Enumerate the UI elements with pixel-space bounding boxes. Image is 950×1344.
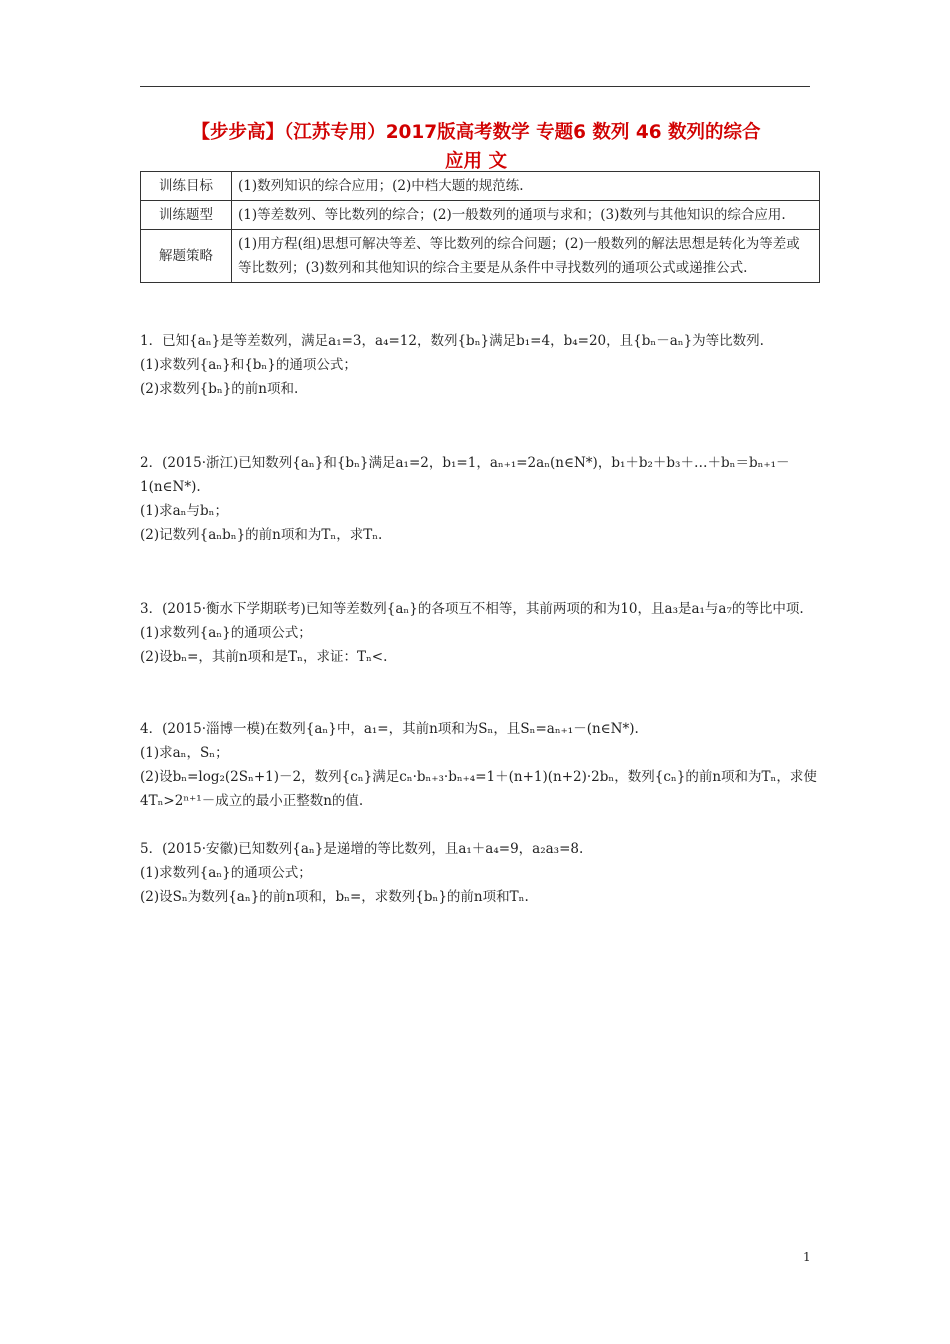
- problem-part: (2)求数列{bₙ}的前n项和.: [140, 381, 299, 397]
- table-row: [141, 201, 820, 230]
- document-title: [140, 118, 812, 176]
- row-value: (1)数列知识的综合应用；(2)中档大题的规范练.: [232, 172, 820, 201]
- row-key: 训练题型: [141, 201, 232, 230]
- problem-5: [140, 837, 820, 909]
- problem-part: (1)求aₙ与bₙ；: [140, 503, 228, 519]
- problem-part: (1)求数列{aₙ}的通项公式；: [140, 625, 312, 641]
- problem-stem: 4．(2015·淄博一模)在数列{aₙ}中，a₁=，其前n项和为Sₙ，且Sₙ=aₙ₊₁－(n∈N*).: [140, 721, 639, 737]
- title-line-2: 应用 文: [445, 151, 507, 172]
- row-key: 训练目标: [141, 172, 232, 201]
- problem-part: (2)设bₙ=log₂(2Sₙ+1)－2，数列{cₙ}满足cₙ·bₙ₊₃·bₙ₊₄=1＋(n+1)(n+2)·2bₙ，数列{cₙ}的前n项和为Tₙ，求使4Tₙ>2ⁿ⁺¹－成立的最小正整数n的值.: [140, 769, 817, 809]
- title-line-1: 【步步高】（江苏专用）2017版高考数学 专题6 数列 46 数列的综合: [191, 122, 761, 143]
- table-row: [141, 172, 820, 201]
- problem-4: [140, 717, 820, 813]
- problem-3: [140, 597, 820, 669]
- problem-2: [140, 451, 820, 547]
- header-rule: [140, 86, 810, 87]
- problem-stem: 3．(2015·衡水下学期联考)已知等差数列{aₙ}的各项互不相等，其前两项的和为10，且a₃是a₁与a₇的等比中项.: [140, 601, 804, 617]
- problem-part: (1)求数列{aₙ}的通项公式；: [140, 865, 312, 881]
- problem-list: [140, 329, 820, 909]
- problem-stem: 1．已知{aₙ}是等差数列，满足a₁=3，a₄=12，数列{bₙ}满足b₁=4，b₄=20，且{bₙ－aₙ}为等比数列.: [140, 333, 764, 349]
- problem-part: (2)记数列{aₙbₙ}的前n项和为Tₙ，求Tₙ.: [140, 527, 383, 543]
- problem-stem: 5．(2015·安徽)已知数列{aₙ}是递增的等比数列，且a₁＋a₄=9，a₂a₃=8.: [140, 841, 584, 857]
- problem-part: (2)设Sₙ为数列{aₙ}的前n项和，bₙ=，求数列{bₙ}的前n项和Tₙ.: [140, 889, 529, 905]
- row-value: (1)用方程(组)思想可解决等差、等比数列的综合问题；(2)一般数列的解法思想是转化为等差或等比数列；(3)数列和其他知识的综合主要是从条件中寻找数列的通项公式或递推公式.: [232, 230, 820, 283]
- training-info-table: [140, 171, 820, 283]
- row-key: 解题策略: [141, 230, 232, 283]
- page-number: 1: [803, 1250, 811, 1264]
- problem-part: (1)求aₙ，Sₙ；: [140, 745, 229, 761]
- problem-1: [140, 329, 820, 401]
- problem-part: (2)设bₙ=，其前n项和是Tₙ，求证：Tₙ<.: [140, 649, 388, 665]
- row-value: (1)等差数列、等比数列的综合；(2)一般数列的通项与求和；(3)数列与其他知识的综合应用.: [232, 201, 820, 230]
- problem-part: (1)求数列{aₙ}和{bₙ}的通项公式；: [140, 357, 357, 373]
- table-row: [141, 230, 820, 283]
- problem-stem: 2．(2015·浙江)已知数列{aₙ}和{bₙ}满足a₁=2，b₁=1，aₙ₊₁=2aₙ(n∈N*)，b₁＋b₂＋b₃＋…＋bₙ＝bₙ₊₁－1(n∈N*).: [140, 455, 790, 495]
